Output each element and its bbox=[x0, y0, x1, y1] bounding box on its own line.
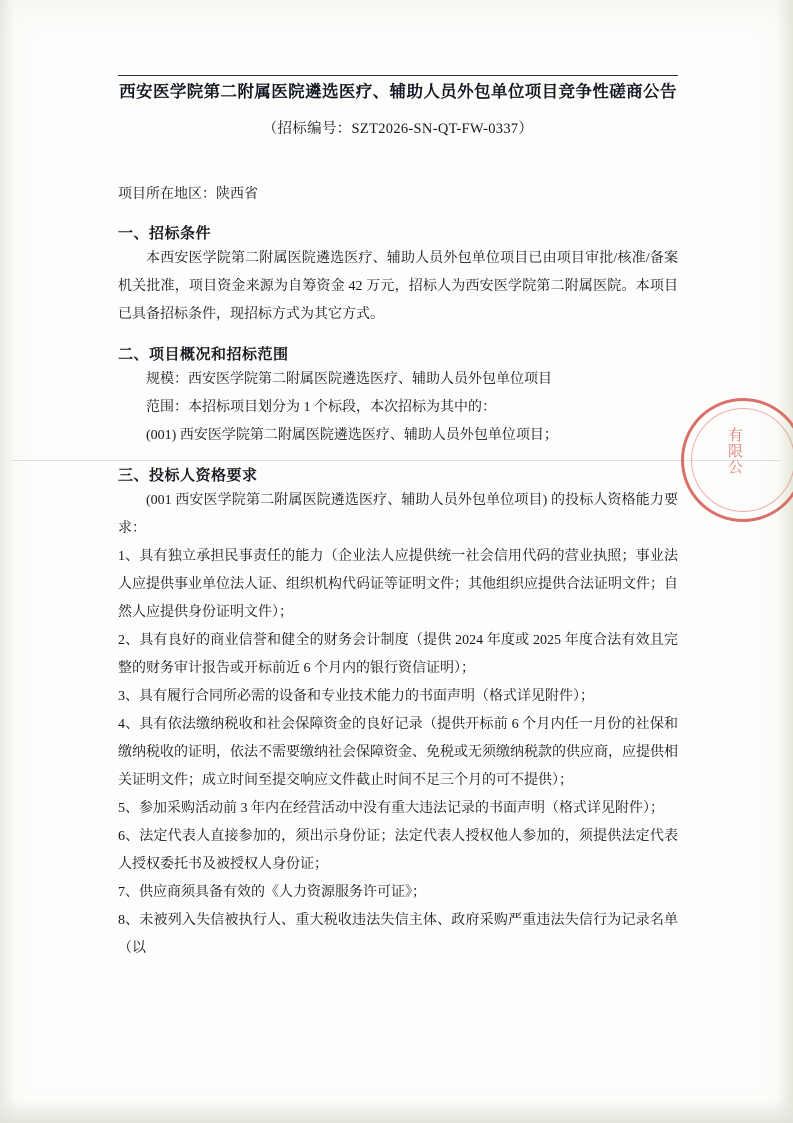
requirement-item-6: 6、法定代表人直接参加的，须出示身份证；法定代表人授权他人参加的，须提供法定代表人授权委托书及被授权人身份证； bbox=[118, 829, 678, 873]
official-seal-stamp bbox=[681, 398, 793, 522]
section-1-paragraph-1: 本西安医学院第二附属医院遴选医疗、辅助人员外包单位项目已由项目审批/核准/备案机关批准，项目资金来源为自筹资金 42 万元，招标人为西安医学院第二附属医院。本项目已具备招标条件，现招标方式为其它方式。 bbox=[118, 251, 678, 323]
section-2-paragraph-3: (001) 西安医学院第二附属医院遴选医疗、辅助人员外包单位项目； bbox=[146, 428, 558, 444]
title-divider bbox=[118, 75, 678, 76]
scan-edge-bottom bbox=[0, 1101, 793, 1123]
section-2-paragraph-2: 范围：本招标项目划分为 1 个标段，本次招标为其中的： bbox=[146, 400, 496, 416]
requirement-item-2: 2、具有良好的商业信誉和健全的财务会计制度（提供 2024 年度或 2025 年度合法有效且完整的财务审计报告或开标前近 6 个月内的银行资信证明）； bbox=[118, 633, 678, 677]
seal-text: 有限公 bbox=[726, 427, 742, 475]
section-3-paragraph-1: (001 西安医学院第二附属医院遴选医疗、辅助人员外包单位项目) 的投标人资格能力要求： bbox=[118, 493, 678, 537]
tender-number: （招标编号：SZT2026-SN-QT-FW-0337） bbox=[262, 120, 534, 137]
section-heading-1: 一、招标条件 bbox=[118, 226, 212, 243]
requirement-item-8: 8、未被列入失信被执行人、重大税收违法失信主体、政府采购严重违法失信行为记录名单（以 bbox=[118, 913, 678, 957]
section-heading-2: 二、项目概况和招标范围 bbox=[118, 347, 289, 364]
requirement-item-4: 4、具有依法缴纳税收和社会保障资金的良好记录（提供开标前 6 个月内任一月份的社保和缴纳税收的证明，依法不需要缴纳社会保障资金、免税或无须缴纳税款的供应商，应提供相关证明文件；成立时间至提交响应文件截止时间不足三个月的可不提供）； bbox=[118, 717, 678, 789]
section-heading-3: 三、投标人资格要求 bbox=[118, 468, 258, 485]
requirement-item-1: 1、具有独立承担民事责任的能力（企业法人应提供统一社会信用代码的营业执照；事业法人应提供事业单位法人证、组织机构代码证等证明文件；其他组织应提供合法证明文件；自然人应提供身份证明文件）； bbox=[118, 549, 678, 621]
requirement-item-7: 7、供应商须具备有效的《人力资源服务许可证》； bbox=[118, 885, 426, 901]
requirement-item-3: 3、具有履行合同所必需的设备和专业技术能力的书面声明（格式详见附件）； bbox=[118, 689, 594, 705]
scan-edge-right bbox=[777, 0, 793, 1123]
requirement-item-5: 5、参加采购活动前 3 年内在经营活动中没有重大违法记录的书面声明（格式详见附件）； bbox=[118, 801, 664, 817]
scan-edge-left bbox=[0, 0, 14, 1123]
document-body bbox=[118, 80, 678, 963]
section-2-paragraph-1: 规模：西安医学院第二附属医院遴选医疗、辅助人员外包单位项目 bbox=[146, 372, 552, 388]
project-region: 项目所在地区：陕西省 bbox=[118, 186, 258, 202]
page-title: 西安医学院第二附属医院遴选医疗、辅助人员外包单位项目竞争性磋商公告 bbox=[119, 82, 677, 101]
